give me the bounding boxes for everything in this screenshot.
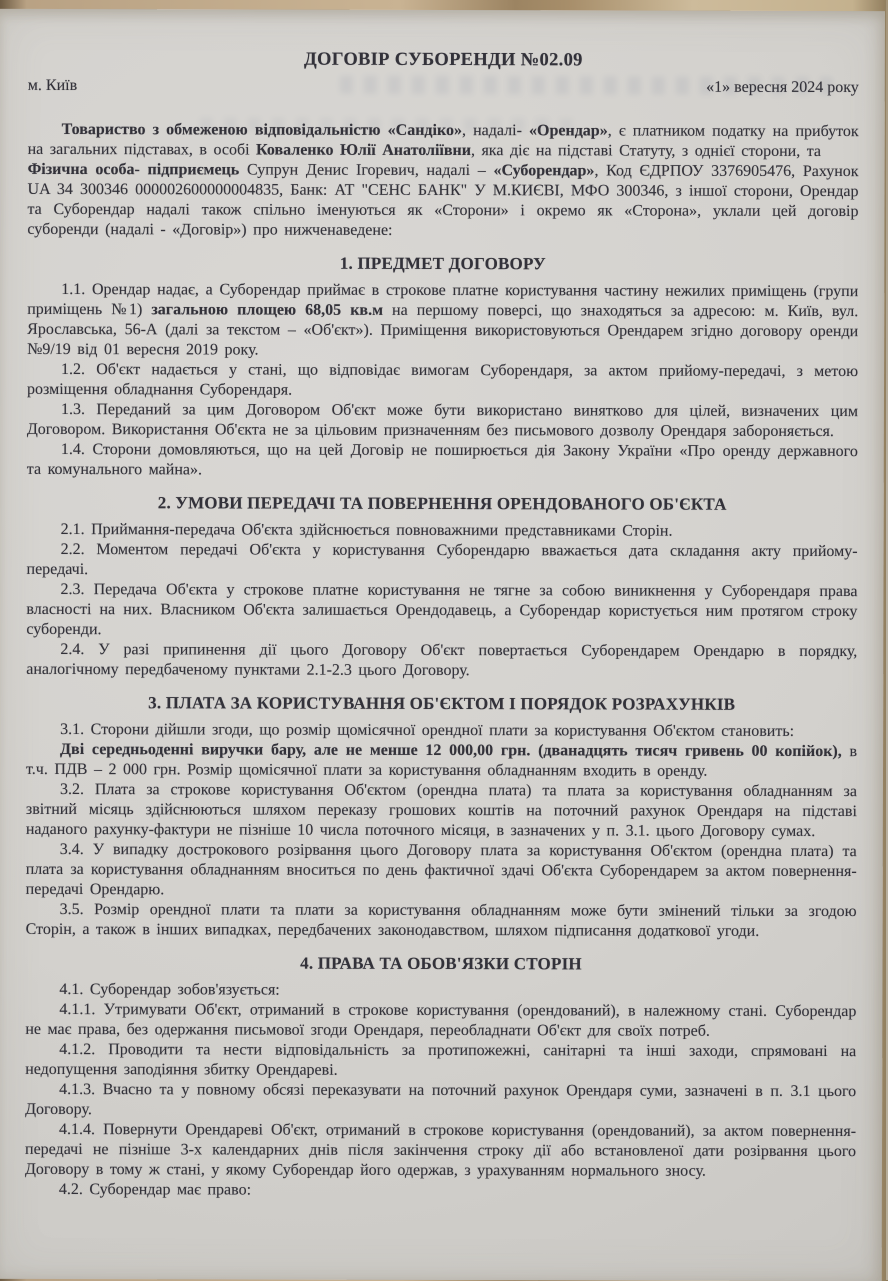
date-label: «1» вересня 2024 року	[706, 78, 859, 97]
paragraph: 2.4. У разі припинення дії цього Договору Об'єкт повертається Суборендарем Орендарю в порядку, аналогічному передбаченому пунктами 2.1-2.3 цього Договору.	[26, 641, 858, 680]
document-title: ДОГОВІР СУБОРЕНДИ №02.09	[303, 49, 583, 71]
paragraph: 3.1. Сторони дійшли згоди, що розмір щомісячної орендної плати за користування Об'єктом становить:	[60, 721, 795, 740]
section-heading: 4. ПРАВА ТА ОБОВ'ЯЗКИ СТОРІН	[300, 953, 582, 974]
paragraph: 1.4. Сторони домовляються, що на цей Договір не поширюється дія Закону України «Про оренду державного та комунального майна».	[26, 441, 858, 479]
section-heading: 1. ПРЕДМЕТ ДОГОВОРУ	[339, 253, 546, 274]
paragraph: Товариство з обмеженою відповідальністю «Сандіко», надалі- «Орендар», є платником податку на прибуток на загальних підставах, в особі Коваленко Юлії Анатоліївни, яка діє на підставі Статуту, з однієї сторони, та	[27, 121, 859, 160]
document-body	[25, 120, 859, 1202]
paragraph: 4.1.3. Вчасно та у повному обсязі переказувати на поточний рахунок Орендаря суми, зазначені в п. 3.1 цього Договору.	[25, 1081, 857, 1119]
paragraph: 3.2. Плата за строкове користування Об'єктом (орендна плата) та плата за користування обладнанням за звітний місяць здійснюються шляхом переказу грошових коштів на поточний рахунок Орендаря на підставі наданого рахунку-фактури не пізніше 10 числа поточного місяця, в зазначених у п. 3.1. цього Договору сумах.	[25, 781, 857, 840]
paragraph: 2.1. Приймання-передача Об'єкта здійснюється повноважними представниками Сторін.	[60, 521, 673, 540]
paragraph: 4.1. Суборендар зобов'язується:	[59, 981, 280, 999]
city-label: м. Київ	[27, 76, 78, 95]
paragraph: 2.3. Передача Об'єкта у строкове платне користування не тягне за собою виникнення у Суборендаря права власності на них. Власником Об'єкта залишається Орендодавець, а Суборендар користується ним протягом строку суборенди.	[26, 581, 858, 639]
paragraph: 4.2. Суборендар має право:	[58, 1180, 252, 1199]
paragraph: 4.1.2. Проводити та нести відповідальність за протипожежні, санітарні та інші заходи, спрямовані на недопущення заподіяння збитку Орендареві.	[25, 1041, 857, 1079]
document-page	[0, 9, 885, 1281]
paragraph: 3.5. Розмір орендної плати та плати за користування обладнанням може бути змінений тільки за згодою Сторін, а також в інших випадках, передбачених законодавством, шляхом підписання додаткової угоди.	[25, 901, 857, 940]
section-heading: 2. УМОВИ ПЕРЕДАЧІ ТА ПОВЕРНЕННЯ ОРЕНДОВАНОГО ОБ'ЄКТА	[157, 493, 727, 514]
document-content	[0, 9, 885, 1281]
paragraph: 1.1. Орендар надає, а Суборендар приймає в строкове платне користування частину нежилих приміщень (групи приміщень №1) загальною площею 68,05 кв.м на першому поверсі, що знаходяться за адресою: м. Київ, вул. Ярославська, 56-А (далі за текстом – «Об'єкт»). Приміщення використовуються Орендарем згідно договору оренди №9/19 від 01 вересня 2019 року.	[27, 281, 859, 359]
paragraph: Фізична особа- підприємець Супрун Денис Ігоревич, надалі – «Суборендар», Код ЄДРПОУ 3376905476, Рахунок UA 34 300346 000002600000004835, Банк: АТ "СЕНС БАНК" У М.КИЄВІ, МФО 300346, з іншої сторони, Орендар та Суборендар надалі також спільно іменуються як «Сторони» і окремо як «Сторона», уклали цей договір суборенди (надалі - «Договір») про нижченаведене:	[27, 160, 859, 239]
paragraph: 3.4. У випадку дострокового розірвання цього Договору плата за користування Об'єктом (орендна плата) та плата за користування обладнанням вноситься по день фактичної здачі Об'єкта Суборендарем за актом повернення-передачі Орендарю.	[25, 841, 857, 899]
paragraph: 1.3. Переданий за цим Договором Об'єкт може бути використано винятково для цілей, визначених цим Договором. Використання Об'єкта не за цільовим призначенням без письмового дозволу Орендаря забороняється.	[26, 401, 858, 441]
paragraph: 4.1.1. Утримувати Об'єкт, отриманий в строкове користування (орендований), в належному стані. Суборендар не має права, без одержання письмової згоди Орендаря, переобладнати Об'єкт для своїх потреб.	[25, 1001, 857, 1040]
paragraph: 4.1.4. Повернути Орендареві Об'єкт, отриманий в строкове користування (орендований), за актом повернення-передачі не пізніше 3-х календарних днів після закінчення строку дії або встановленої дати розірвання цього Договору в тому ж стані, у якому Суборендар його одержав, з урахуванням нормального зносу.	[24, 1121, 857, 1180]
section-heading: 3. ПЛАТА ЗА КОРИСТУВАННЯ ОБ'ЄКТОМ І ПОРЯДОК РОЗРАХУНКІВ	[148, 693, 736, 714]
dateline	[28, 76, 859, 98]
paragraph: Дві середньоденні виручки бару, але не менше 12 000,00 грн. (дванадцять тисяч гривень 00 копійок), в т.ч. ПДВ – 2 000 грн. Розмір щомісячної плати за користування обладнанням входить в оренду.	[25, 741, 858, 780]
paragraph: 2.2. Моментом передачі Об'єкта у користування Суборендарю вважається дата складання акту прийому-передачі.	[26, 541, 858, 579]
paragraph: 1.2. Об'єкт надається у стані, що відповідає вимогам Суборендаря, за актом прийому-передачі, з метою розміщення обладнання Суборендаря.	[26, 361, 859, 399]
